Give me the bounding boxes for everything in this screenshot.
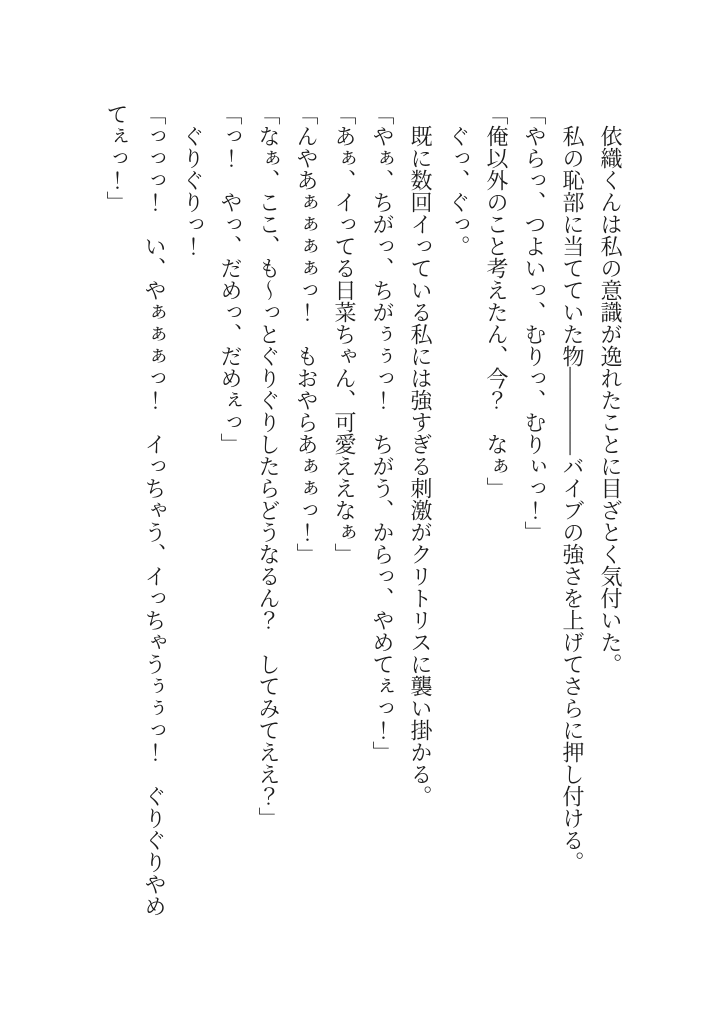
paragraph-3: 「やらっ、つよいっ、むりっ、むりぃっ！」 xyxy=(522,103,547,543)
paragraph-10: 「なぁ、ここ、も〜っとぐりぐりしたらどうなるん？ してみてええ？」 xyxy=(256,103,281,829)
paragraph-2: 私の恥部に当てていた物――――バイブの強さを上げてさらに押し付ける。 xyxy=(560,103,585,873)
paragraph-8: 「あぁ、イってる日菜ちゃん、可愛ええなぁ」 xyxy=(332,103,357,565)
paragraph-7: 「やぁ、ちがっ、ちがぅぅっ！ ちがう、からっ、やめてぇっ！」 xyxy=(370,103,395,763)
paragraph-11: 「っ！ やっ、だめっ、だめぇっ」 xyxy=(218,103,243,455)
paragraph-12: ぐりぐりっ！ xyxy=(180,103,205,257)
paragraph-13: 「っっっ！ い、やぁぁぁっ！ イっちゃう、イっちゃうぅぅっ！ ぐりぐりやめてぇっ！」 xyxy=(104,103,167,917)
page-text-block xyxy=(97,103,629,923)
paragraph-9: 「んやあぁぁぁぁっ！ もおやらあぁぁっ！」 xyxy=(294,103,319,565)
paragraph-5: ぐっ、ぐっ。 xyxy=(446,103,471,257)
paragraph-6: 既に数回イっている私には強すぎる刺激がクリトリスに襲い掛かる。 xyxy=(408,103,433,807)
paragraph-4: 「俺以外のこと考えたん、今？ なぁ」 xyxy=(484,103,509,499)
paragraph-1: 依織くんは私の意識が逸れたことに目ざとく気付いた。 xyxy=(598,103,623,675)
